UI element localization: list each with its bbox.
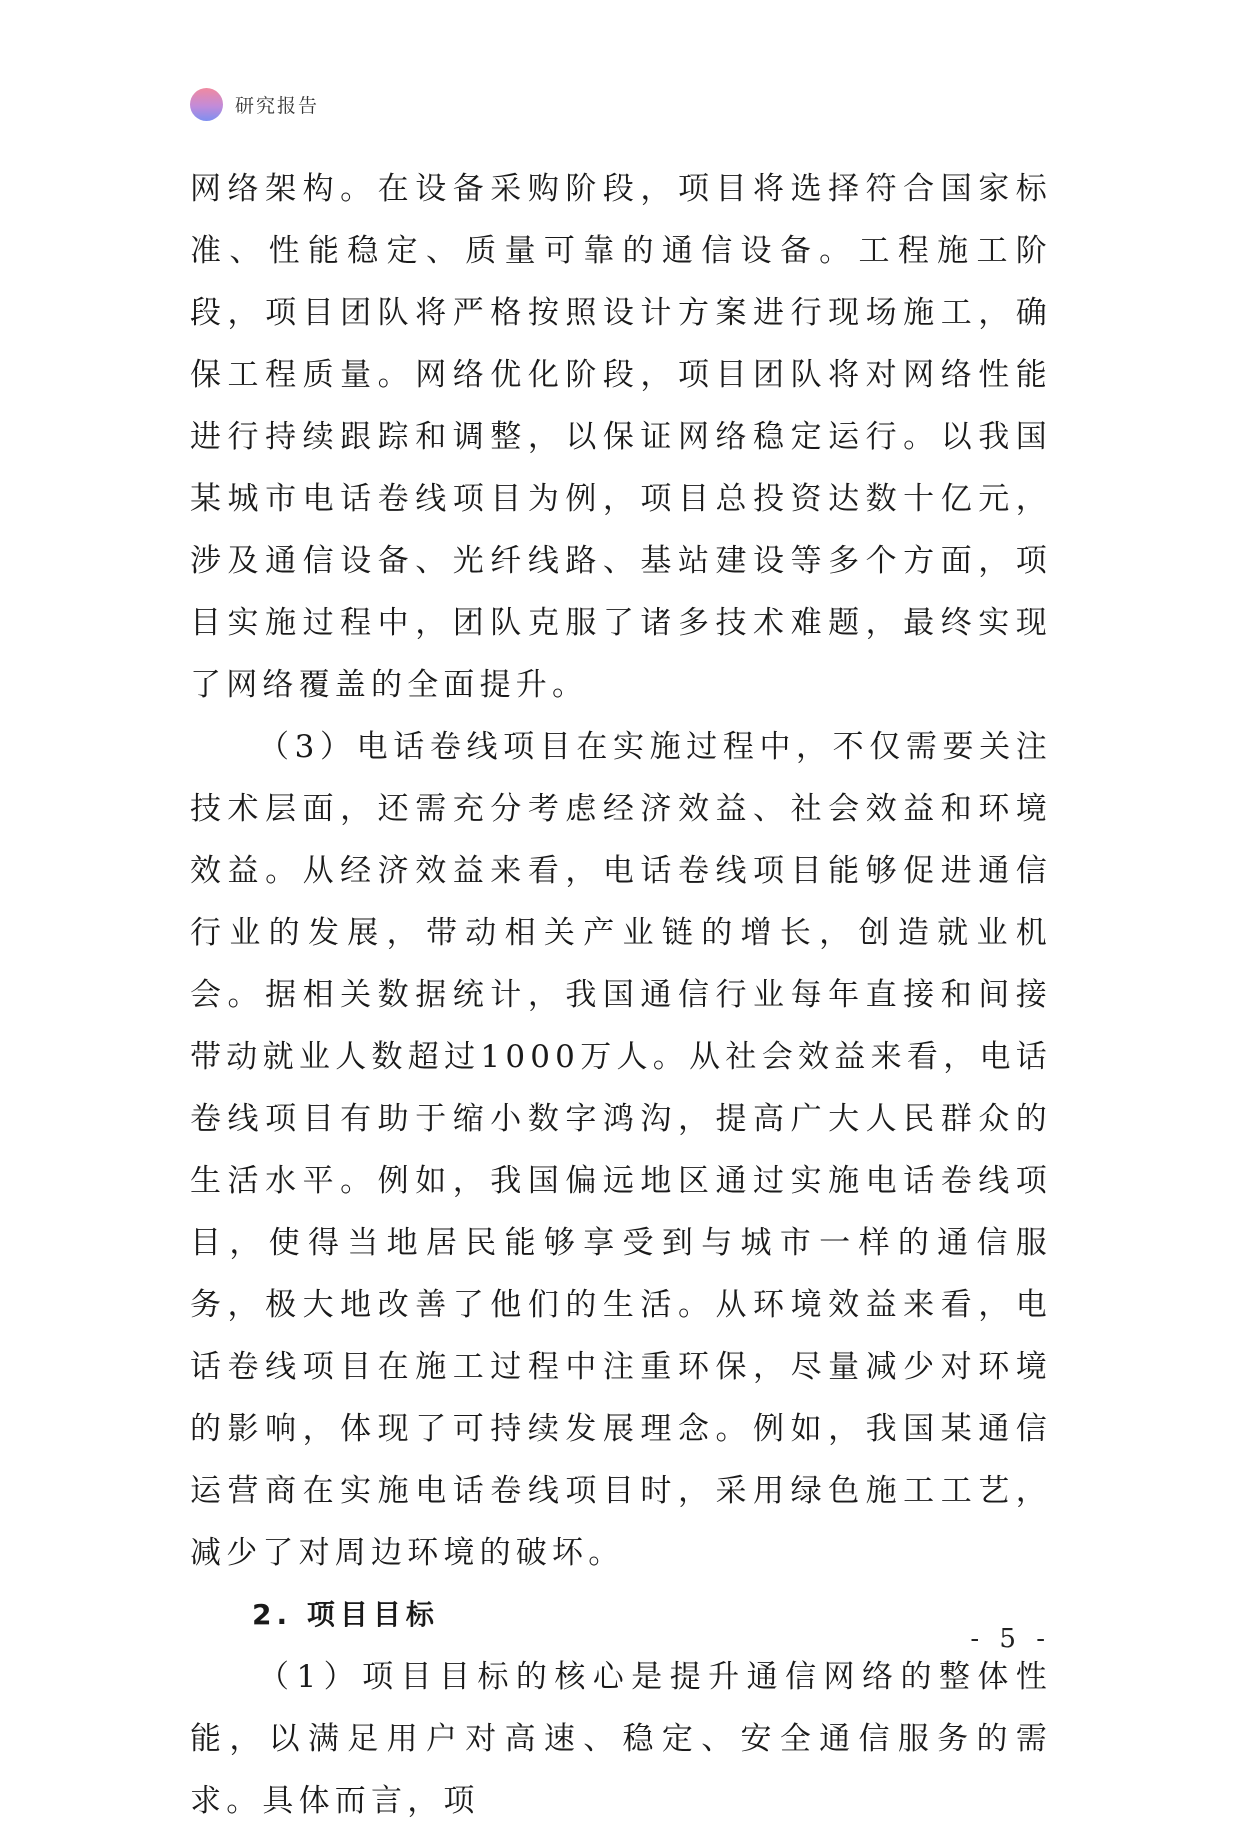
paragraph-project-goals: （1）项目目标的核心是提升通信网络的整体性能，以满足用户对高速、稳定、安全通信服务的需求。具体而言，项	[190, 1659, 1052, 1819]
page-number: - 5 -	[970, 1624, 1051, 1654]
paragraph-network-architecture: 网络架构。在设备采购阶段，项目将选择符合国家标准、性能稳定、质量可靠的通信设备。工程施工阶段，项目团队将严格按照设计方案进行现场施工，确保工程质量。网络优化阶段，项目团队将对网络性能进行持续跟踪和调整，以保证网络稳定运行。以我国某城市电话卷线项目为例，项目总投资达数十亿元，涉及通信设备、光纤线路、基站建设等多个方面，项目实施过程中，团队克服了诸多技术难题，最终实现了网络覆盖的全面提升。	[190, 171, 1052, 703]
document-body	[190, 158, 1052, 1832]
report-logo-icon	[190, 88, 223, 121]
page-header	[190, 86, 319, 122]
paragraph-project-benefits: （3）电话卷线项目在实施过程中，不仅需要关注技术层面，还需充分考虑经济效益、社会效益和环境效益。从经济效益来看，电话卷线项目能够促进通信行业的发展，带动相关产业链的增长，创造就业机会。据相关数据统计，我国通信行业每年直接和间接带动就业人数超过1000万人。从社会效益来看，电话卷线项目有助于缩小数字鸿沟，提高广大人民群众的生活水平。例如，我国偏远地区通过实施电话卷线项目，使得当地居民能够享受到与城市一样的通信服务，极大地改善了他们的生活。从环境效益来看，电话卷线项目在施工过程中注重环保，尽量减少对环境的影响，体现了可持续发展理念。例如，我国某通信运营商在实施电话卷线项目时，采用绿色施工工艺，减少了对周边环境的破坏。	[190, 729, 1052, 1571]
section-heading-project-goals: 2. 项目目标	[252, 1598, 439, 1631]
header-title: 研究报告	[235, 94, 320, 117]
